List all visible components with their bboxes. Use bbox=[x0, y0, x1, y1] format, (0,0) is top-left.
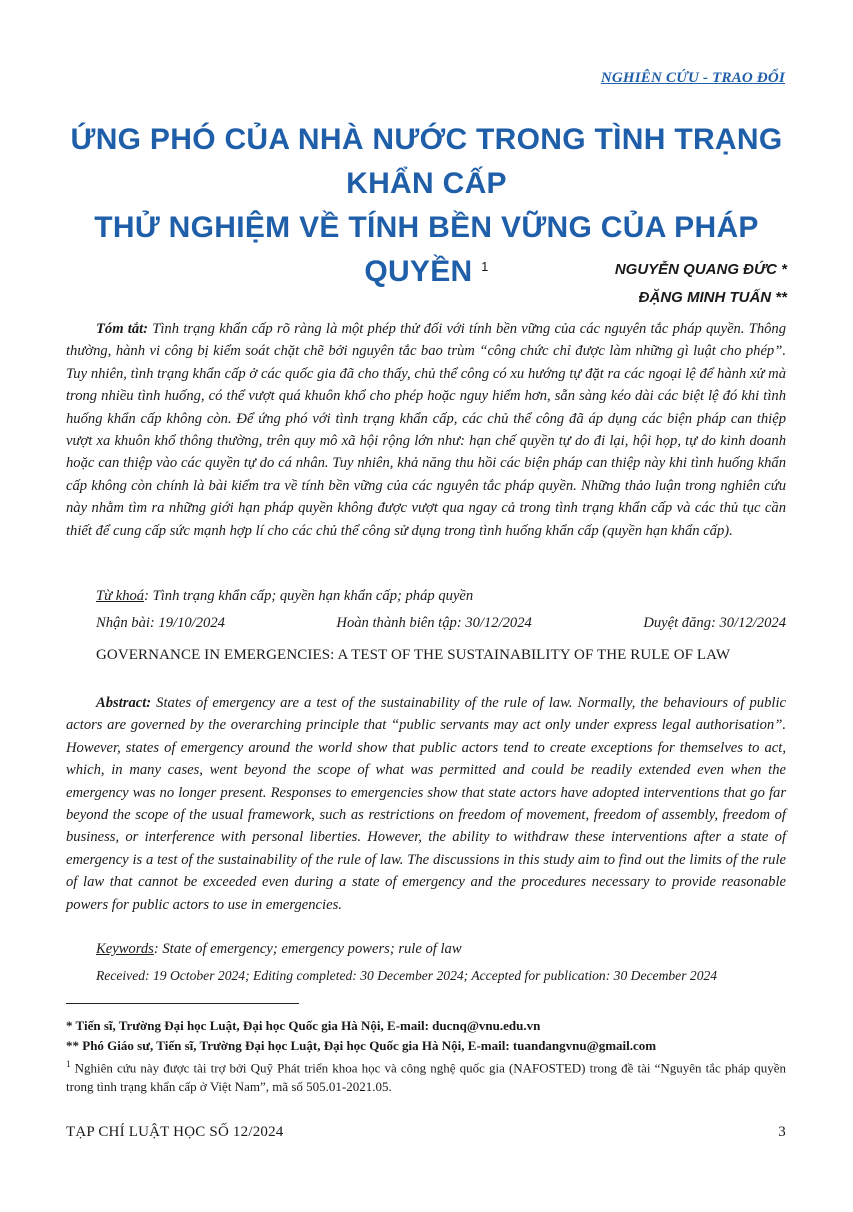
abstract-vi-label: Tóm tắt: bbox=[96, 321, 149, 337]
keywords-vi-label: Từ khoá bbox=[96, 588, 145, 604]
author-1: NGUYỄN QUANG ĐỨC * bbox=[614, 261, 787, 278]
abstract-en-label: Abstract: bbox=[96, 695, 152, 711]
footnote-funding bbox=[66, 1055, 786, 1096]
dates-en bbox=[96, 968, 786, 984]
footnote-author-2: ** Phó Giáo sư, Tiến sĩ, Trường Đại học Luật, Đại học Quốc gia Hà Nội, E-mail: tuandangvnu@gmail.com bbox=[66, 1038, 657, 1053]
page-footer bbox=[66, 1124, 786, 1141]
keywords-en bbox=[96, 941, 786, 958]
date-edited-vi: Hoàn thành biên tập: 30/12/2024 bbox=[336, 615, 532, 631]
title-footnote-mark[interactable]: 1 bbox=[481, 259, 489, 274]
abstract-vi bbox=[66, 318, 786, 542]
dates-en-text: Received: 19 October 2024; Editing completed: 30 December 2024; Accepted for publication: 30 December 2024 bbox=[96, 968, 718, 983]
page-number: 3 bbox=[778, 1124, 786, 1140]
keywords-vi bbox=[96, 588, 786, 605]
authors bbox=[615, 256, 787, 312]
abstract-vi-text: Tình trạng khẩn cấp rõ ràng là một phép thử đối với tính bền vững của các nguyên tắc pháp quyền. Thông thường, hành vi công bị kiểm soát chặt chẽ bởi nguyên tắc bao trùm “công chức chỉ được làm những gì luật cho phép”. Tuy nhiên, tình trạng khẩn cấp ở các quốc gia đã cho thấy, chủ thể công có xu hướng tự đặt ra các ngoại lệ để hành xử mà trong nhiều tình huống, có thể vượt quá khuôn khổ cho phép hoặc nguy hiểm hơn, sẵn sàng kéo dài các biệt lệ đó khi tình huống khẩn cấp không còn. Để ứng phó với tình trạng khẩn cấp, các chủ thể công đã áp dụng các biện pháp can thiệp vượt xa khuôn khổ thông thường, trên quy mô xã hội rộng lớn như: hạn chế quyền tự do đi lại, hội họp, tự do kinh doanh hoặc can thiệp vào các quyền tự do cá nhân. Tuy nhiên, khả năng thu hồi các biện pháp can thiệp này khi tình huống khẩn cấp không còn chính là bài kiểm tra về tính bền vững của các nguyên tắc pháp quyền. Những thảo luận trong nghiên cứu này nhằm tìm ra những giới hạn pháp quyền không được vượt qua ngay cả trong tình trạng khẩn cấp và các thủ tục cần thiết để cung cấp sức mạnh hợp lí cho các chủ thể công sử dụng trong tình huống khẩn cấp (quyền hạn khẩn cấp). bbox=[66, 321, 787, 539]
english-title: GOVERNANCE IN EMERGENCIES: A TEST OF THE SUSTAINABILITY OF THE RULE OF LAW bbox=[96, 647, 731, 663]
footnote-funding-text: Nghiên cứu này được tài trợ bởi Quỹ Phát triển khoa học và công nghệ quốc gia (NAFOSTED) trong đề tài “Nguyên tắc pháp quyền trong tình trạng khẩn cấp ở Việt Nam”, mã số 505.01-2021.05. bbox=[66, 1060, 787, 1095]
date-accepted-vi: Duyệt đăng: 30/12/2024 bbox=[643, 615, 786, 631]
section-tag: NGHIÊN CỨU - TRAO ĐỔI bbox=[600, 70, 785, 86]
dates-vi bbox=[96, 615, 786, 632]
keywords-vi-text: : Tình trạng khẩn cấp; quyền hạn khẩn cấp; pháp quyền bbox=[144, 588, 474, 604]
abstract-en-text: States of emergency are a test of the sustainability of the rule of law. Normally, the behaviours of public actors are governed by the overarching principle that “public servants may act only under express legal authorisation”. However, states of emergency around the world show that public actors tend to create exceptions for themselves to act, which, in many cases, went beyond the scope of what was permitted and could be readily extended even when the emergency was no longer present. Responses to emergencies show that state actors have adopted interventions that go far beyond the scope of the usual framework, such as restrictions on freedom of movement, freedom of assembly, freedom of business, or interference with personal liberties. However, the ability to withdraw these interventions after a state of emergency is a test of the sustainability of the rule of law. The discussions in this study aim to find out the limits of the rule of law that cannot be exceeded even during a state of emergency and the procedures necessary to provide reasonable powers for public actors to use in emergencies. bbox=[66, 695, 786, 913]
footnote-author-1: * Tiến sĩ, Trường Đại học Luật, Đại học Quốc gia Hà Nội, E-mail: ducnq@vnu.edu.vn bbox=[66, 1018, 541, 1033]
author-2: ĐẶNG MINH TUẤN ** bbox=[638, 289, 787, 306]
keywords-en-label: Keywords bbox=[96, 941, 154, 957]
keywords-en-text: : State of emergency; emergency powers; rule of law bbox=[153, 941, 462, 957]
footnote-divider bbox=[66, 1003, 299, 1004]
title-line-2-text: THỬ NGHIỆM VỀ TÍNH BỀN VỮNG CỦA PHÁP QUYỀN bbox=[94, 211, 759, 288]
footnote-funding-mark: 1 bbox=[66, 1059, 71, 1069]
abstract-en bbox=[66, 692, 786, 916]
date-received-vi: Nhận bài: 19/10/2024 bbox=[96, 615, 225, 631]
title-line-1: ỨNG PHÓ CỦA NHÀ NƯỚC TRONG TÌNH TRẠNG KHẨN CẤP bbox=[70, 123, 783, 200]
journal-name: TẠP CHÍ LUẬT HỌC SỐ 12/2024 bbox=[66, 1124, 284, 1140]
